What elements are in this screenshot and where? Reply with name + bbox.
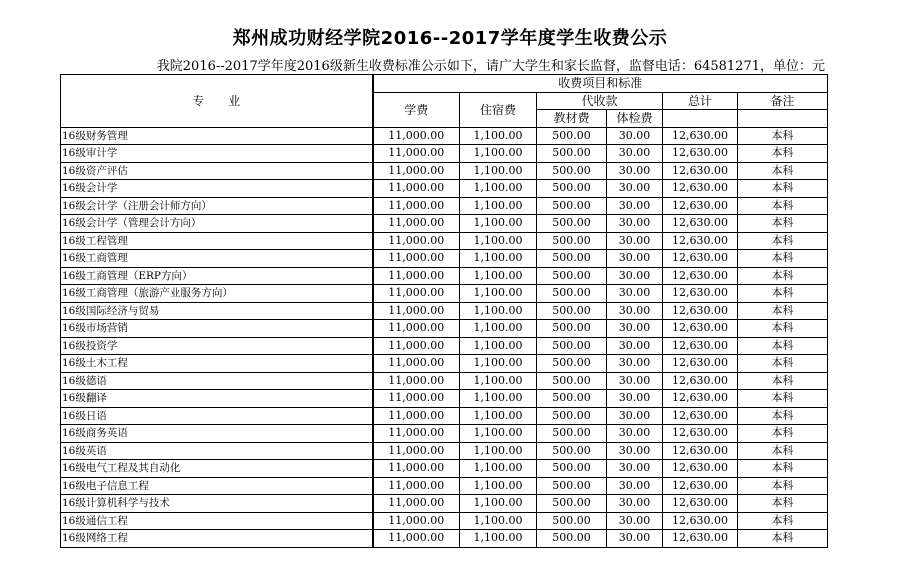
- cell-dorm: 1,100.00: [460, 302, 537, 320]
- cell-remark: 本科: [738, 232, 828, 250]
- cell-textbook: 500.00: [537, 460, 607, 478]
- cell-physical: 30.00: [607, 407, 663, 425]
- cell-major: 16级审计学: [61, 145, 373, 163]
- cell-remark: 本科: [738, 372, 828, 390]
- cell-total: 12,630.00: [663, 127, 738, 145]
- cell-textbook: 500.00: [537, 337, 607, 355]
- cell-remark: 本科: [738, 337, 828, 355]
- table-row: [61, 442, 828, 460]
- cell-remark: 本科: [738, 390, 828, 408]
- table-row: [61, 215, 828, 233]
- cell-textbook: 500.00: [537, 495, 607, 513]
- cell-major: 16级翻译: [61, 390, 373, 408]
- cell-remark: 本科: [738, 285, 828, 303]
- cell-major: 16级市场营销: [61, 320, 373, 338]
- cell-textbook: 500.00: [537, 215, 607, 233]
- cell-physical: 30.00: [607, 355, 663, 373]
- cell-textbook: 500.00: [537, 372, 607, 390]
- cell-physical: 30.00: [607, 460, 663, 478]
- cell-textbook: 500.00: [537, 180, 607, 198]
- header-remark: 备注: [738, 92, 828, 110]
- cell-dorm: 1,100.00: [460, 495, 537, 513]
- table-row: [61, 407, 828, 425]
- header-remark-blank: [738, 110, 828, 128]
- cell-total: 12,630.00: [663, 372, 738, 390]
- page-title: 郑州成功财经学院2016--2017学年度学生收费公示: [232, 28, 668, 49]
- cell-major: 16级工商管理（ERP方向）: [61, 267, 373, 285]
- cell-dorm: 1,100.00: [460, 127, 537, 145]
- cell-major: 16级土木工程: [61, 355, 373, 373]
- cell-remark: 本科: [738, 425, 828, 443]
- cell-physical: 30.00: [607, 197, 663, 215]
- cell-textbook: 500.00: [537, 285, 607, 303]
- cell-dorm: 1,100.00: [460, 355, 537, 373]
- cell-total: 12,630.00: [663, 460, 738, 478]
- cell-major: 16级德语: [61, 372, 373, 390]
- header-major: 专 业: [61, 75, 373, 128]
- cell-remark: 本科: [738, 442, 828, 460]
- cell-major: 16级工程管理: [61, 232, 373, 250]
- cell-textbook: 500.00: [537, 477, 607, 495]
- cell-dorm: 1,100.00: [460, 530, 537, 548]
- cell-major: 16级会计学（注册会计师方向）: [61, 197, 373, 215]
- cell-textbook: 500.00: [537, 320, 607, 338]
- cell-dorm: 1,100.00: [460, 390, 537, 408]
- cell-physical: 30.00: [607, 267, 663, 285]
- cell-physical: 30.00: [607, 495, 663, 513]
- cell-tuition: 11,000.00: [373, 355, 460, 373]
- cell-tuition: 11,000.00: [373, 232, 460, 250]
- cell-physical: 30.00: [607, 372, 663, 390]
- cell-major: 16级投资学: [61, 337, 373, 355]
- table-row: [61, 337, 828, 355]
- table-row: [61, 372, 828, 390]
- cell-major: 16级工商管理（旅游产业服务方向）: [61, 285, 373, 303]
- table-row: [61, 180, 828, 198]
- cell-total: 12,630.00: [663, 232, 738, 250]
- table-row: [61, 460, 828, 478]
- table-row: [61, 530, 828, 548]
- cell-textbook: 500.00: [537, 302, 607, 320]
- table-row: [61, 320, 828, 338]
- cell-tuition: 11,000.00: [373, 302, 460, 320]
- cell-textbook: 500.00: [537, 197, 607, 215]
- cell-physical: 30.00: [607, 320, 663, 338]
- cell-total: 12,630.00: [663, 180, 738, 198]
- cell-remark: 本科: [738, 267, 828, 285]
- cell-textbook: 500.00: [537, 442, 607, 460]
- cell-major: 16级计算机科学与技术: [61, 495, 373, 513]
- header-physical: 体检费: [607, 110, 663, 128]
- cell-total: 12,630.00: [663, 337, 738, 355]
- cell-dorm: 1,100.00: [460, 232, 537, 250]
- cell-physical: 30.00: [607, 250, 663, 268]
- cell-physical: 30.00: [607, 530, 663, 548]
- table-row: [61, 162, 828, 180]
- cell-remark: 本科: [738, 460, 828, 478]
- cell-textbook: 500.00: [537, 127, 607, 145]
- cell-physical: 30.00: [607, 302, 663, 320]
- cell-major: 16级日语: [61, 407, 373, 425]
- cell-total: 12,630.00: [663, 250, 738, 268]
- cell-total: 12,630.00: [663, 215, 738, 233]
- cell-remark: 本科: [738, 197, 828, 215]
- cell-total: 12,630.00: [663, 320, 738, 338]
- table-row: [61, 145, 828, 163]
- table-row: [61, 355, 828, 373]
- cell-textbook: 500.00: [537, 390, 607, 408]
- cell-tuition: 11,000.00: [373, 215, 460, 233]
- cell-total: 12,630.00: [663, 302, 738, 320]
- cell-dorm: 1,100.00: [460, 180, 537, 198]
- cell-physical: 30.00: [607, 425, 663, 443]
- cell-remark: 本科: [738, 512, 828, 530]
- cell-tuition: 11,000.00: [373, 285, 460, 303]
- cell-tuition: 11,000.00: [373, 320, 460, 338]
- cell-physical: 30.00: [607, 127, 663, 145]
- cell-major: 16级工商管理: [61, 250, 373, 268]
- cell-physical: 30.00: [607, 512, 663, 530]
- cell-tuition: 11,000.00: [373, 372, 460, 390]
- header-total-blank: [663, 110, 738, 128]
- header-fee-items: 收费项目和标准: [373, 75, 828, 93]
- cell-textbook: 500.00: [537, 267, 607, 285]
- cell-dorm: 1,100.00: [460, 460, 537, 478]
- cell-dorm: 1,100.00: [460, 425, 537, 443]
- cell-major: 16级会计学: [61, 180, 373, 198]
- cell-total: 12,630.00: [663, 407, 738, 425]
- cell-total: 12,630.00: [663, 355, 738, 373]
- cell-total: 12,630.00: [663, 145, 738, 163]
- cell-dorm: 1,100.00: [460, 337, 537, 355]
- cell-tuition: 11,000.00: [373, 162, 460, 180]
- cell-dorm: 1,100.00: [460, 320, 537, 338]
- cell-tuition: 11,000.00: [373, 530, 460, 548]
- table-row: [61, 495, 828, 513]
- table-row: [61, 232, 828, 250]
- header-collected: 代收款: [537, 92, 663, 110]
- cell-textbook: 500.00: [537, 162, 607, 180]
- cell-major: 16级资产评估: [61, 162, 373, 180]
- cell-physical: 30.00: [607, 337, 663, 355]
- cell-textbook: 500.00: [537, 407, 607, 425]
- table-row: [61, 302, 828, 320]
- cell-textbook: 500.00: [537, 232, 607, 250]
- table-row: [61, 425, 828, 443]
- cell-dorm: 1,100.00: [460, 407, 537, 425]
- cell-major: 16级国际经济与贸易: [61, 302, 373, 320]
- header-tuition: 学费: [373, 92, 460, 127]
- cell-dorm: 1,100.00: [460, 162, 537, 180]
- table-row: [61, 267, 828, 285]
- cell-tuition: 11,000.00: [373, 127, 460, 145]
- cell-major: 16级会计学（管理会计方向）: [61, 215, 373, 233]
- cell-dorm: 1,100.00: [460, 285, 537, 303]
- fee-table: [60, 74, 828, 548]
- table-row: [61, 197, 828, 215]
- cell-dorm: 1,100.00: [460, 372, 537, 390]
- table-row: [61, 285, 828, 303]
- cell-total: 12,630.00: [663, 285, 738, 303]
- cell-tuition: 11,000.00: [373, 390, 460, 408]
- table-body: [61, 127, 828, 547]
- cell-total: 12,630.00: [663, 512, 738, 530]
- cell-tuition: 11,000.00: [373, 197, 460, 215]
- cell-dorm: 1,100.00: [460, 512, 537, 530]
- cell-total: 12,630.00: [663, 495, 738, 513]
- cell-total: 12,630.00: [663, 197, 738, 215]
- cell-remark: 本科: [738, 145, 828, 163]
- cell-total: 12,630.00: [663, 477, 738, 495]
- cell-dorm: 1,100.00: [460, 477, 537, 495]
- header-dorm: 住宿费: [460, 92, 537, 127]
- cell-total: 12,630.00: [663, 390, 738, 408]
- cell-dorm: 1,100.00: [460, 145, 537, 163]
- cell-physical: 30.00: [607, 145, 663, 163]
- cell-remark: 本科: [738, 215, 828, 233]
- cell-remark: 本科: [738, 355, 828, 373]
- cell-major: 16级通信工程: [61, 512, 373, 530]
- cell-total: 12,630.00: [663, 425, 738, 443]
- cell-total: 12,630.00: [663, 530, 738, 548]
- cell-remark: 本科: [738, 162, 828, 180]
- table-row: [61, 477, 828, 495]
- cell-physical: 30.00: [607, 232, 663, 250]
- cell-tuition: 11,000.00: [373, 407, 460, 425]
- cell-dorm: 1,100.00: [460, 215, 537, 233]
- cell-textbook: 500.00: [537, 530, 607, 548]
- cell-dorm: 1,100.00: [460, 267, 537, 285]
- table-header: [61, 75, 828, 128]
- cell-dorm: 1,100.00: [460, 197, 537, 215]
- table-row: [61, 127, 828, 145]
- cell-tuition: 11,000.00: [373, 477, 460, 495]
- cell-major: 16级电气工程及其自动化: [61, 460, 373, 478]
- cell-textbook: 500.00: [537, 250, 607, 268]
- header-textbook: 教材费: [537, 110, 607, 128]
- cell-major: 16级英语: [61, 442, 373, 460]
- cell-physical: 30.00: [607, 442, 663, 460]
- cell-tuition: 11,000.00: [373, 442, 460, 460]
- cell-tuition: 11,000.00: [373, 145, 460, 163]
- cell-remark: 本科: [738, 302, 828, 320]
- cell-physical: 30.00: [607, 180, 663, 198]
- cell-tuition: 11,000.00: [373, 267, 460, 285]
- cell-tuition: 11,000.00: [373, 425, 460, 443]
- cell-physical: 30.00: [607, 215, 663, 233]
- header-total: 总计: [663, 92, 738, 110]
- cell-total: 12,630.00: [663, 162, 738, 180]
- cell-remark: 本科: [738, 495, 828, 513]
- cell-physical: 30.00: [607, 162, 663, 180]
- cell-dorm: 1,100.00: [460, 250, 537, 268]
- table-row: [61, 390, 828, 408]
- cell-major: 16级网络工程: [61, 530, 373, 548]
- cell-tuition: 11,000.00: [373, 495, 460, 513]
- cell-tuition: 11,000.00: [373, 460, 460, 478]
- cell-textbook: 500.00: [537, 425, 607, 443]
- cell-remark: 本科: [738, 530, 828, 548]
- cell-total: 12,630.00: [663, 442, 738, 460]
- cell-textbook: 500.00: [537, 355, 607, 373]
- cell-physical: 30.00: [607, 285, 663, 303]
- table-row: [61, 250, 828, 268]
- cell-remark: 本科: [738, 477, 828, 495]
- cell-remark: 本科: [738, 250, 828, 268]
- cell-major: 16级电子信息工程: [61, 477, 373, 495]
- cell-remark: 本科: [738, 180, 828, 198]
- cell-remark: 本科: [738, 320, 828, 338]
- cell-remark: 本科: [738, 127, 828, 145]
- cell-physical: 30.00: [607, 390, 663, 408]
- cell-tuition: 11,000.00: [373, 512, 460, 530]
- cell-dorm: 1,100.00: [460, 442, 537, 460]
- notice-subtitle: 我院2016--2017学年度2016级新生收费标准公示如下，请广大学生和家长监督，监督电话：64581271，单位：元: [156, 59, 825, 74]
- cell-tuition: 11,000.00: [373, 180, 460, 198]
- cell-physical: 30.00: [607, 477, 663, 495]
- table-row: [61, 512, 828, 530]
- cell-tuition: 11,000.00: [373, 337, 460, 355]
- cell-major: 16级财务管理: [61, 127, 373, 145]
- cell-major: 16级商务英语: [61, 425, 373, 443]
- cell-textbook: 500.00: [537, 145, 607, 163]
- cell-remark: 本科: [738, 407, 828, 425]
- cell-total: 12,630.00: [663, 267, 738, 285]
- cell-tuition: 11,000.00: [373, 250, 460, 268]
- cell-textbook: 500.00: [537, 512, 607, 530]
